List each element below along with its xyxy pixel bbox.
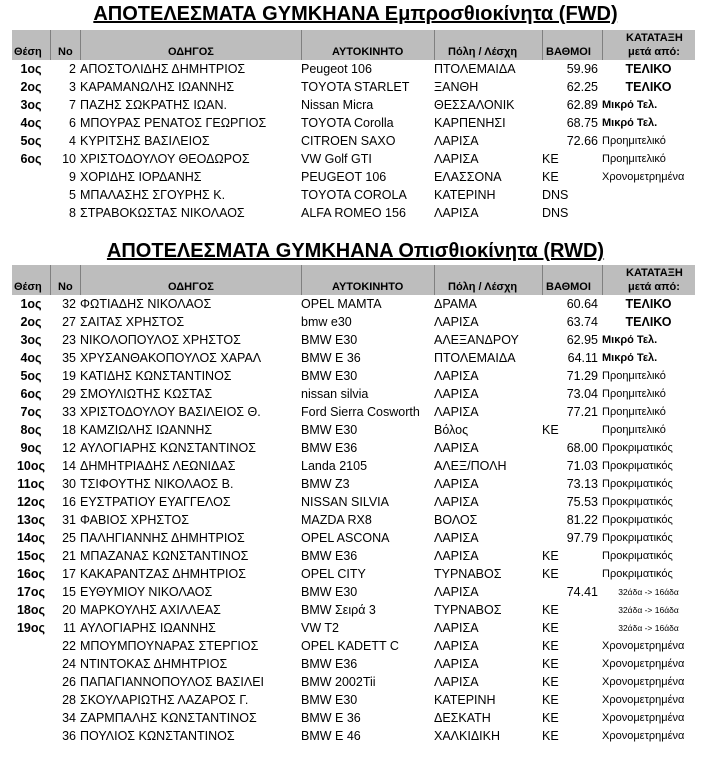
city-cell: ΛΑΡΙΣΑ bbox=[434, 675, 479, 689]
points-cell: 71.03 bbox=[566, 459, 598, 473]
col-header-after: μετά από: bbox=[628, 281, 680, 293]
table-row bbox=[12, 691, 695, 709]
driver-cell: ΧΡΙΣΤΟΔΟΥΛΟΥ ΘΕΟΔΩΡΟΣ bbox=[80, 152, 250, 166]
number-cell: 6 bbox=[69, 116, 76, 130]
driver-cell: ΦΩΤΙΑΔΗΣ ΝΙΚΟΛΑΟΣ bbox=[80, 297, 212, 311]
points-cell: 60.64 bbox=[566, 297, 598, 311]
number-cell: 31 bbox=[62, 513, 76, 527]
city-cell: ΛΑΡΙΣΑ bbox=[434, 549, 479, 563]
number-cell: 12 bbox=[62, 441, 76, 455]
car-cell: bmw e30 bbox=[301, 315, 352, 329]
driver-cell: ΣΚΟΥΛΑΡΙΩΤΗΣ ΛΑΖΑΡΟΣ Γ. bbox=[80, 693, 249, 707]
points-cell: ΚΕ bbox=[542, 693, 559, 707]
table-row bbox=[12, 295, 695, 313]
car-cell: BMW E 46 bbox=[301, 729, 361, 743]
number-cell: 33 bbox=[62, 405, 76, 419]
table-row bbox=[12, 421, 695, 439]
driver-cell: ΑΥΛΟΓΙΑΡΗΣ ΚΩΝΣΤΑΝΤΙΝΟΣ bbox=[80, 441, 256, 455]
position-cell: 2ος bbox=[20, 80, 42, 94]
fwd-header-row bbox=[12, 30, 695, 60]
position-cell bbox=[12, 655, 50, 673]
position-cell bbox=[12, 204, 50, 222]
fwd-results-table bbox=[12, 60, 695, 222]
position-cell: 19ος bbox=[16, 621, 46, 635]
city-cell: ΑΛΕΞΑΝΔΡΟΥ bbox=[434, 333, 519, 347]
table-row bbox=[12, 331, 695, 349]
city-cell: ΠΤΟΛΕΜΑΙΔΑ bbox=[434, 351, 516, 365]
position-cell bbox=[12, 727, 50, 745]
points-cell: DNS bbox=[542, 188, 569, 202]
car-cell: Landa 2105 bbox=[301, 459, 368, 473]
classification-cell: Προκριματικός bbox=[602, 442, 673, 454]
position-cell: 9ος bbox=[20, 441, 42, 455]
city-cell: ΛΑΡΙΣΑ bbox=[434, 315, 479, 329]
number-cell: 18 bbox=[62, 423, 76, 437]
classification-cell: Προημιτελικό bbox=[602, 135, 666, 147]
classification-cell: Προκριματικός bbox=[602, 550, 673, 562]
points-cell: ΚΕ bbox=[542, 675, 559, 689]
driver-cell: ΠΑΛΗΓΙΑΝΝΗΣ ΔΗΜΗΤΡΙΟΣ bbox=[80, 531, 245, 545]
table-row bbox=[12, 349, 695, 367]
table-row bbox=[12, 114, 695, 132]
points-cell: ΚΕ bbox=[542, 657, 559, 671]
col-header-pos: Θέση bbox=[14, 281, 42, 293]
car-cell: BMW Σειρά 3 bbox=[301, 603, 376, 617]
number-cell: 16 bbox=[62, 495, 76, 509]
points-cell: ΚΕ bbox=[542, 729, 559, 743]
driver-cell: ΚΑΤΙΔΗΣ ΚΩΝΣΤΑΝΤΙΝΟΣ bbox=[80, 369, 232, 383]
classification-cell: Χρονομετρημένα bbox=[602, 640, 685, 652]
table-row bbox=[12, 60, 695, 78]
table-row bbox=[12, 565, 695, 583]
classification-cell: ΤΕΛΙΚΟ bbox=[625, 297, 672, 311]
col-header-no: No bbox=[58, 281, 73, 293]
position-cell: 3ος bbox=[20, 98, 42, 112]
car-cell: Nissan Micra bbox=[301, 98, 374, 112]
table-row bbox=[12, 547, 695, 565]
driver-cell: ΚΑΚΑΡΑΝΤΖΑΣ ΔΗΜΗΤΡΙΟΣ bbox=[80, 567, 246, 581]
classification-cell: Προημιτελικό bbox=[602, 406, 666, 418]
number-cell: 14 bbox=[62, 459, 76, 473]
points-cell: 62.95 bbox=[566, 333, 598, 347]
position-cell bbox=[12, 673, 50, 691]
position-cell: 8ος bbox=[20, 423, 42, 437]
table-row bbox=[12, 511, 695, 529]
car-cell: BMW E30 bbox=[301, 423, 358, 437]
points-cell: 75.53 bbox=[566, 495, 598, 509]
number-cell: 35 bbox=[62, 351, 76, 365]
car-cell: VW T2 bbox=[301, 621, 339, 635]
position-cell: 11ος bbox=[17, 477, 45, 491]
number-cell: 21 bbox=[62, 549, 76, 563]
points-cell: ΚΕ bbox=[542, 152, 559, 166]
position-cell: 3ος bbox=[20, 333, 42, 347]
table-row bbox=[12, 367, 695, 385]
points-cell: 64.11 bbox=[567, 351, 598, 365]
classification-cell: Προημιτελικό bbox=[602, 388, 666, 400]
col-header-car: ΑΥΤΟΚΙΝΗΤΟ bbox=[332, 281, 404, 293]
car-cell: Peugeot 106 bbox=[301, 62, 372, 76]
city-cell: ΛΑΡΙΣΑ bbox=[434, 639, 479, 653]
car-cell: BMW E36 bbox=[301, 549, 358, 563]
position-cell bbox=[12, 637, 50, 655]
points-cell: ΚΕ bbox=[542, 603, 559, 617]
table-row bbox=[12, 529, 695, 547]
city-cell: ΛΑΡΙΣΑ bbox=[434, 369, 479, 383]
city-cell: ΛΑΡΙΣΑ bbox=[434, 387, 479, 401]
table-row bbox=[12, 78, 695, 96]
city-cell: ΛΑΡΙΣΑ bbox=[434, 405, 479, 419]
city-cell: ΛΑΡΙΣΑ bbox=[434, 477, 479, 491]
city-cell: ΛΑΡΙΣΑ bbox=[434, 206, 479, 220]
city-cell: Βόλος bbox=[434, 423, 469, 437]
position-cell: 10ος bbox=[16, 459, 46, 473]
table-row bbox=[12, 637, 695, 655]
number-cell: 9 bbox=[69, 170, 76, 184]
car-cell: TOYOTA Corolla bbox=[301, 116, 394, 130]
points-cell: DNS bbox=[542, 206, 569, 220]
position-cell bbox=[12, 691, 50, 709]
table-row bbox=[12, 709, 695, 727]
driver-cell: ΖΑΡΜΠΑΛΗΣ ΚΩΝΣΤΑΝΤΙΝΟΣ bbox=[80, 711, 257, 725]
driver-cell: ΝΤΙΝΤΟΚΑΣ ΔΗΜΗΤΡΙΟΣ bbox=[80, 657, 228, 671]
classification-cell: Χρονομετρημένα bbox=[602, 676, 685, 688]
classification-cell: 32άδα -> 16άδα bbox=[618, 605, 679, 615]
classification-cell: Χρονομετρημένα bbox=[602, 730, 685, 742]
classification-cell: Μικρό Τελ. bbox=[602, 99, 658, 111]
number-cell: 30 bbox=[62, 477, 76, 491]
position-cell: 18ος bbox=[16, 603, 46, 617]
position-cell: 6ος bbox=[20, 152, 42, 166]
table-row bbox=[12, 132, 695, 150]
car-cell: BMW E30 bbox=[301, 693, 358, 707]
car-cell: BMW E 36 bbox=[301, 711, 361, 725]
table-row bbox=[12, 493, 695, 511]
city-cell: ΛΑΡΙΣΑ bbox=[434, 585, 479, 599]
points-cell: 97.79 bbox=[566, 531, 598, 545]
city-cell: ΚΑΡΠΕΝΗΣΙ bbox=[434, 116, 506, 130]
car-cell: BMW E36 bbox=[301, 441, 358, 455]
driver-cell: ΧΡΥΣΑΝΘΑΚΟΠΟΥΛΟΣ ΧΑΡΑΛ bbox=[80, 351, 262, 365]
city-cell: ΠΤΟΛΕΜΑΙΔΑ bbox=[434, 62, 516, 76]
driver-cell: ΕΥΣΤΡΑΤΙΟΥ ΕΥΑΓΓΕΛΟΣ bbox=[80, 495, 231, 509]
position-cell: 13ος bbox=[16, 513, 46, 527]
classification-cell: Προημιτελικό bbox=[602, 370, 666, 382]
table-row bbox=[12, 186, 695, 204]
position-cell: 14ος bbox=[16, 531, 46, 545]
position-cell: 7ος bbox=[20, 405, 42, 419]
city-cell: ΔΕΣΚΑΤΗ bbox=[434, 711, 491, 725]
driver-cell: ΑΠΟΣΤΟΛΙΔΗΣ ΔΗΜΗΤΡΙΟΣ bbox=[80, 62, 246, 76]
points-cell: 73.13 bbox=[566, 477, 598, 491]
driver-cell: ΣΜΟΥΛΙΩΤΗΣ ΚΩΣΤΑΣ bbox=[80, 387, 213, 401]
city-cell: ΑΛΕΞ/ΠΟΛΗ bbox=[434, 459, 507, 473]
number-cell: 4 bbox=[69, 134, 76, 148]
number-cell: 36 bbox=[62, 729, 76, 743]
number-cell: 25 bbox=[62, 531, 76, 545]
table-row bbox=[12, 439, 695, 457]
col-header-after: μετά από: bbox=[628, 46, 680, 58]
position-cell: 1ος bbox=[20, 297, 42, 311]
position-cell bbox=[12, 709, 50, 727]
points-cell: 71.29 bbox=[566, 369, 598, 383]
classification-cell: Προκριματικός bbox=[602, 460, 673, 472]
driver-cell: ΝΙΚΟΛΟΠΟΥΛΟΣ ΧΡΗΣΤΟΣ bbox=[80, 333, 241, 347]
points-cell: 74.41 bbox=[566, 585, 598, 599]
driver-cell: ΚΥΡΙΤΣΗΣ ΒΑΣΙΛΕΙΟΣ bbox=[80, 134, 210, 148]
points-cell: ΚΕ bbox=[542, 423, 559, 437]
number-cell: 7 bbox=[69, 98, 76, 112]
city-cell: ΛΑΡΙΣΑ bbox=[434, 441, 479, 455]
position-cell: 12ος bbox=[16, 495, 46, 509]
position-cell: 2ος bbox=[20, 315, 42, 329]
classification-cell: Χρονομετρημένα bbox=[602, 171, 685, 183]
driver-cell: ΕΥΘΥΜΙΟΥ ΝΙΚΟΛΑΟΣ bbox=[80, 585, 213, 599]
city-cell: ΛΑΡΙΣΑ bbox=[434, 657, 479, 671]
classification-cell bbox=[602, 186, 695, 204]
number-cell: 24 bbox=[62, 657, 76, 671]
position-cell bbox=[12, 186, 50, 204]
col-header-no: No bbox=[58, 46, 73, 58]
city-cell: ΤΥΡΝΑΒΟΣ bbox=[434, 567, 502, 581]
table-row bbox=[12, 655, 695, 673]
table-row bbox=[12, 385, 695, 403]
points-cell: 72.66 bbox=[566, 134, 598, 148]
car-cell: TOYOTA STARLET bbox=[301, 80, 410, 94]
table-row bbox=[12, 150, 695, 168]
col-header-city: Πόλη / Λέσχη bbox=[448, 281, 518, 293]
points-cell: ΚΕ bbox=[542, 170, 559, 184]
points-cell: 68.00 bbox=[566, 441, 598, 455]
number-cell: 10 bbox=[62, 152, 76, 166]
position-cell: 5ος bbox=[20, 369, 42, 383]
number-cell: 29 bbox=[62, 387, 76, 401]
city-cell: ΕΛΑΣΣΟΝΑ bbox=[434, 170, 502, 184]
driver-cell: ΠΑΖΗΣ ΣΩΚΡΑΤΗΣ ΙΩΑΝ. bbox=[80, 98, 227, 112]
number-cell: 20 bbox=[62, 603, 76, 617]
points-cell: ΚΕ bbox=[542, 567, 559, 581]
driver-cell: ΑΥΛΟΓΙΑΡΗΣ ΙΩΑΝΝΗΣ bbox=[80, 621, 216, 635]
driver-cell: ΧΡΙΣΤΟΔΟΥΛΟΥ ΒΑΣΙΛΕΙΟΣ Θ. bbox=[80, 405, 261, 419]
classification-cell bbox=[602, 204, 695, 222]
number-cell: 32 bbox=[62, 297, 76, 311]
classification-cell: ΤΕΛΙΚΟ bbox=[625, 62, 672, 76]
col-header-points: ΒΑΘΜΟΙ bbox=[546, 46, 591, 58]
table-row bbox=[12, 457, 695, 475]
city-cell: ΘΕΣΣΑΛΟΝΙΚ bbox=[434, 98, 515, 112]
classification-cell: Προκριματικός bbox=[602, 514, 673, 526]
driver-cell: ΜΠΟΥΜΠΟΥΝΑΡΑΣ ΣΤΕΡΓΙΟΣ bbox=[80, 639, 259, 653]
points-cell: ΚΕ bbox=[542, 639, 559, 653]
points-cell: 62.89 bbox=[566, 98, 598, 112]
table-row bbox=[12, 673, 695, 691]
car-cell: BMW E30 bbox=[301, 333, 358, 347]
points-cell: 68.75 bbox=[566, 116, 598, 130]
classification-cell: Χρονομετρημένα bbox=[602, 712, 685, 724]
position-cell: 6ος bbox=[20, 387, 42, 401]
city-cell: ΔΡΑΜΑ bbox=[434, 297, 477, 311]
classification-cell: Προημιτελικό bbox=[602, 424, 666, 436]
city-cell: ΚΑΤΕΡΙΝΗ bbox=[434, 693, 496, 707]
points-cell: ΚΕ bbox=[542, 711, 559, 725]
classification-cell: Χρονομετρημένα bbox=[602, 694, 685, 706]
driver-cell: ΣΑΙΤΑΣ ΧΡΗΣΤΟΣ bbox=[80, 315, 185, 329]
city-cell: ΞΑΝΘΗ bbox=[434, 80, 479, 94]
number-cell: 23 bbox=[62, 333, 76, 347]
points-cell: 73.04 bbox=[566, 387, 598, 401]
driver-cell: ΧΟΡΙΔΗΣ ΙΟΡΔΑΝΗΣ bbox=[80, 170, 202, 184]
car-cell: VW Golf GTI bbox=[301, 152, 372, 166]
car-cell: TOYOTA COROLA bbox=[301, 188, 407, 202]
driver-cell: ΜΠΟΥΡΑΣ ΡΕΝΑΤΟΣ ΓΕΩΡΓΙΟΣ bbox=[80, 116, 267, 130]
col-header-city: Πόλη / Λέσχη bbox=[448, 46, 518, 58]
city-cell: ΛΑΡΙΣΑ bbox=[434, 621, 479, 635]
city-cell: ΛΑΡΙΣΑ bbox=[434, 152, 479, 166]
classification-cell: Προκριματικός bbox=[602, 568, 673, 580]
car-cell: MAZDA RX8 bbox=[301, 513, 372, 527]
rwd-header-row bbox=[12, 265, 695, 295]
classification-cell: Μικρό Τελ. bbox=[602, 117, 658, 129]
driver-cell: ΔΗΜΗΤΡΙΑΔΗΣ ΛΕΩΝΙΔΑΣ bbox=[80, 459, 236, 473]
position-cell: 15ος bbox=[16, 549, 46, 563]
col-header-driver: ΟΔΗΓΟΣ bbox=[168, 46, 214, 58]
car-cell: OPEL CITY bbox=[301, 567, 366, 581]
points-cell: ΚΕ bbox=[542, 549, 559, 563]
classification-cell: Προκριματικός bbox=[602, 478, 673, 490]
driver-cell: ΤΣΙΦΟΥΤΗΣ ΝΙΚΟΛΑΟΣ Β. bbox=[80, 477, 234, 491]
car-cell: BMW E36 bbox=[301, 657, 358, 671]
col-header-classification: ΚΑΤΑΤΑΞΗ bbox=[626, 267, 683, 279]
car-cell: BMW E 36 bbox=[301, 351, 361, 365]
driver-cell: ΦΑΒΙΟΣ ΧΡΗΣΤΟΣ bbox=[80, 513, 189, 527]
col-header-pos: Θέση bbox=[14, 46, 42, 58]
table-row bbox=[12, 583, 695, 601]
car-cell: BMW E30 bbox=[301, 585, 358, 599]
rwd-title: ΑΠΟΤΕΛΕΣΜΑΤΑ GYMKHANA Οπισθιοκίνητα (RWD) bbox=[106, 240, 605, 262]
points-cell: 81.22 bbox=[566, 513, 598, 527]
table-row bbox=[12, 204, 695, 222]
number-cell: 28 bbox=[62, 693, 76, 707]
classification-cell: Χρονομετρημένα bbox=[602, 658, 685, 670]
number-cell: 34 bbox=[62, 711, 76, 725]
driver-cell: ΚΑΡΑΜΑΝΩΛΗΣ ΙΩΑΝΝΗΣ bbox=[80, 80, 235, 94]
number-cell: 19 bbox=[62, 369, 76, 383]
col-header-points: ΒΑΘΜΟΙ bbox=[546, 281, 591, 293]
number-cell: 27 bbox=[62, 315, 76, 329]
table-row bbox=[12, 619, 695, 637]
driver-cell: ΚΑΜΖΙΩΛΗΣ ΙΩΑΝΝΗΣ bbox=[80, 423, 213, 437]
points-cell: 63.74 bbox=[566, 315, 598, 329]
col-header-car: ΑΥΤΟΚΙΝΗΤΟ bbox=[332, 46, 404, 58]
classification-cell: ΤΕΛΙΚΟ bbox=[625, 315, 672, 329]
number-cell: 5 bbox=[69, 188, 76, 202]
car-cell: OPEL ΜΑΜΤΑ bbox=[301, 297, 382, 311]
table-row bbox=[12, 601, 695, 619]
driver-cell: ΠΟΥΛΙΟΣ ΚΩΝΣΤΑΝΤΙΝΟΣ bbox=[80, 729, 235, 743]
points-cell: 59.96 bbox=[566, 62, 598, 76]
driver-cell: ΜΠΑΖΑΝΑΣ ΚΩΝΣΤΑΝΤΙΝΟΣ bbox=[80, 549, 249, 563]
rwd-results-table bbox=[12, 295, 695, 745]
classification-cell: ΤΕΛΙΚΟ bbox=[625, 80, 672, 94]
col-header-classification: ΚΑΤΑΤΑΞΗ bbox=[626, 32, 683, 44]
car-cell: OPEL ASCONA bbox=[301, 531, 390, 545]
car-cell: nissan silvia bbox=[301, 387, 369, 401]
city-cell: ΧΑΛΚΙΔΙΚΗ bbox=[434, 729, 501, 743]
points-cell: ΚΕ bbox=[542, 621, 559, 635]
car-cell: OPEL KADETT C bbox=[301, 639, 399, 653]
position-cell: 16ος bbox=[16, 567, 46, 581]
number-cell: 17 bbox=[62, 567, 76, 581]
number-cell: 8 bbox=[69, 206, 76, 220]
city-cell: ΤΥΡΝΑΒΟΣ bbox=[434, 603, 502, 617]
position-cell: 4ος bbox=[20, 351, 42, 365]
position-cell: 17ος bbox=[16, 585, 46, 599]
classification-cell: Μικρό Τελ. bbox=[602, 352, 658, 364]
car-cell: PEUGEOT 106 bbox=[301, 170, 387, 184]
car-cell: ALFA ROMEO 156 bbox=[301, 206, 406, 220]
points-cell: 62.25 bbox=[566, 80, 598, 94]
city-cell: ΛΑΡΙΣΑ bbox=[434, 134, 479, 148]
classification-cell: Προημιτελικό bbox=[602, 153, 666, 165]
fwd-title: ΑΠΟΤΕΛΕΣΜΑΤΑ GYMKHANA Εμπροσθιοκίνητα (FWD) bbox=[93, 3, 618, 25]
number-cell: 26 bbox=[62, 675, 76, 689]
city-cell: ΒΟΛΟΣ bbox=[434, 513, 478, 527]
table-row bbox=[12, 403, 695, 421]
driver-cell: ΜΑΡΚΟΥΛΗΣ ΑΧΙΛΛΕΑΣ bbox=[80, 603, 221, 617]
position-cell: 1ος bbox=[20, 62, 42, 76]
car-cell: BMW Z3 bbox=[301, 477, 350, 491]
car-cell: BMW 2002Tii bbox=[301, 675, 376, 689]
table-row bbox=[12, 168, 695, 186]
city-cell: ΚΑΤΕΡΙΝΗ bbox=[434, 188, 496, 202]
car-cell: NISSAN SILVIA bbox=[301, 495, 389, 509]
position-cell bbox=[12, 168, 50, 186]
points-cell: 77.21 bbox=[566, 405, 598, 419]
classification-cell: 32άδα -> 16άδα bbox=[618, 587, 679, 597]
number-cell: 11 bbox=[63, 621, 76, 635]
city-cell: ΛΑΡΙΣΑ bbox=[434, 495, 479, 509]
table-row bbox=[12, 313, 695, 331]
position-cell: 5ος bbox=[20, 134, 42, 148]
car-cell: Ford Sierra Cosworth bbox=[301, 405, 420, 419]
classification-cell: Προκριματικός bbox=[602, 496, 673, 508]
classification-cell: Μικρό Τελ. bbox=[602, 334, 658, 346]
classification-cell: 32άδα -> 16άδα bbox=[618, 623, 679, 633]
car-cell: BMW E30 bbox=[301, 369, 358, 383]
position-cell: 4ος bbox=[20, 116, 42, 130]
table-row bbox=[12, 96, 695, 114]
number-cell: 22 bbox=[62, 639, 76, 653]
table-row bbox=[12, 727, 695, 745]
driver-cell: ΜΠΑΛΑΣΗΣ ΣΓΟΥΡΗΣ Κ. bbox=[80, 188, 226, 202]
driver-cell: ΠΑΠΑΓΙΑΝΝΟΠΟΥΛΟΣ ΒΑΣΙΛΕΙ bbox=[80, 675, 265, 689]
number-cell: 3 bbox=[69, 80, 76, 94]
col-header-driver: ΟΔΗΓΟΣ bbox=[168, 281, 214, 293]
table-row bbox=[12, 475, 695, 493]
number-cell: 2 bbox=[69, 62, 76, 76]
classification-cell: Προκριματικός bbox=[602, 532, 673, 544]
driver-cell: ΣΤΡΑΒΟΚΩΣΤΑΣ ΝΙΚΟΛΑΟΣ bbox=[80, 206, 245, 220]
car-cell: CITROEN SAXO bbox=[301, 134, 396, 148]
city-cell: ΛΑΡΙΣΑ bbox=[434, 531, 479, 545]
number-cell: 15 bbox=[62, 585, 76, 599]
